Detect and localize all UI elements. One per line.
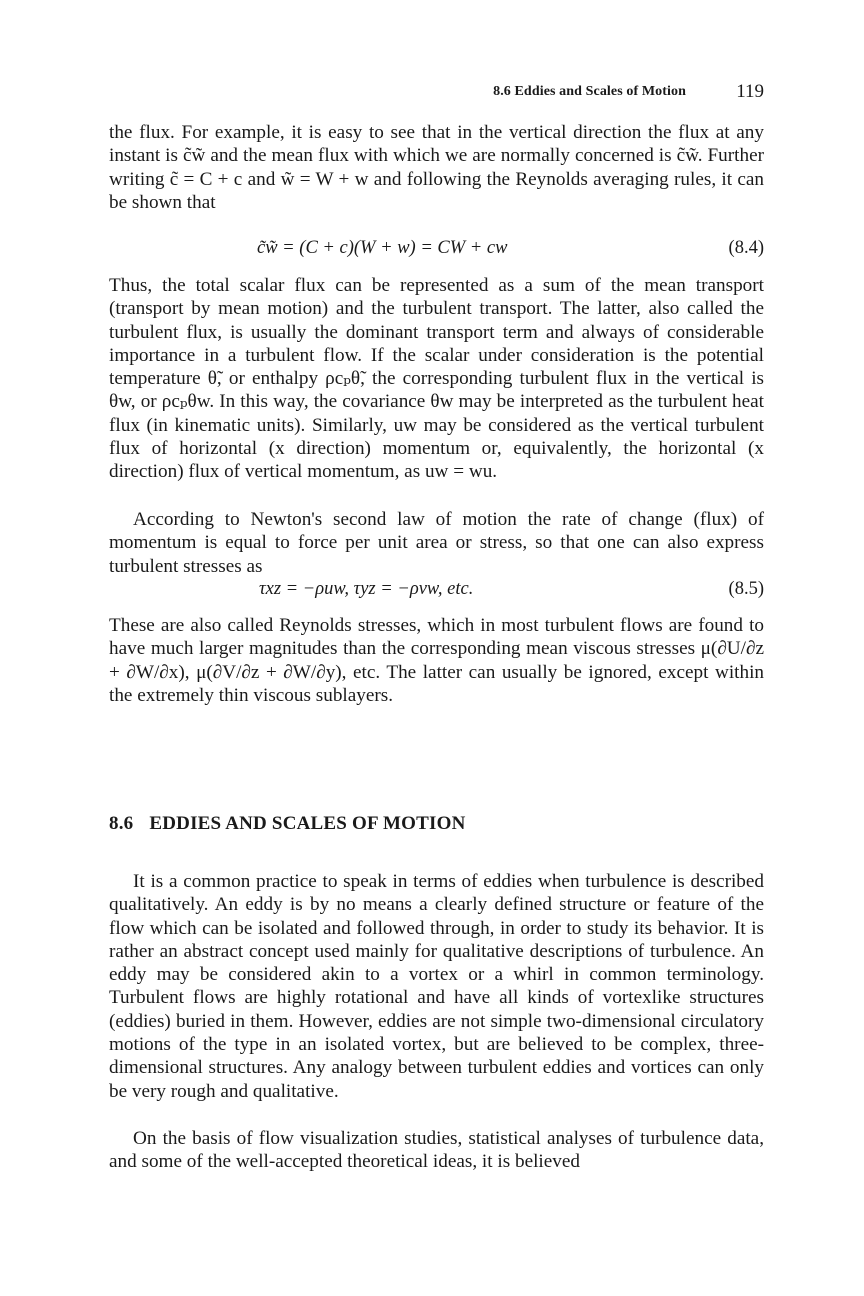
equation-number: (8.4): [728, 238, 764, 258]
equation-8-4: [109, 238, 764, 264]
paragraph-text: It is a common practice to speak in terms of eddies when turbulence is described qualitatively. An eddy is by no means a clearly defined structure or feature of the flow which can be isolated and followed through, in order to study its behavior. It is rather an abstract concept used mainly for qualitative descriptions of turbulence. An eddy may be considered akin to a vortex or a whirl in common terminology. Turbulent flows are highly rotational and have all kinds of vortexlike structures (eddies) buried in them. However, eddies are not simple two-dimensional circulatory motions of the type in an isolated vortex, but are believed to be complex, three-dimensional structures. Any analogy between turbulent eddies and vortices can only be very rough and qualitative.: [109, 871, 764, 1102]
paragraph-eddies: [109, 870, 764, 1103]
running-head: [0, 81, 864, 108]
paragraph-reynolds-stresses: [109, 614, 764, 707]
equation-8-5: [109, 579, 764, 605]
section-number: 8.6: [109, 813, 134, 834]
page-number: 119: [736, 81, 764, 102]
equation-body: c̃w̃ = (C + c)(W + w) = CW + cw: [257, 238, 508, 258]
paragraph-newton: [109, 508, 764, 578]
running-head-title: 8.6 Eddies and Scales of Motion: [493, 84, 686, 99]
equation-body: τxz = −ρuw, τyz = −ρvw, etc.: [259, 579, 474, 599]
paragraph-text: On the basis of flow visualization studies, statistical analyses of turbulence data, and some of the well-accepted theoretical ideas, it is believed: [109, 1128, 764, 1173]
section-title: EDDIES AND SCALES OF MOTION: [149, 813, 466, 834]
paragraph-text: According to Newton's second law of motion the rate of change (flux) of momentum is equal to force per unit area or stress, so that one can also express turbulent stresses as: [109, 509, 764, 577]
paragraph-flux-intro: [109, 121, 764, 214]
equation-number: (8.5): [728, 579, 764, 599]
paragraph-text: Thus, the total scalar flux can be represented as a sum of the mean transport (transport by mean motion) and the turbulent transport. The latter, also called the turbulent flux, is usually the dominant transport term and always of considerable importance in a turbulent flow. If the scalar under consideration is the potential temperature θ̃, or enthalpy ρcₚθ̃, the corresponding turbulent flux in the vertical is θw, or ρcₚθw. In this way, the covariance θw may be interpreted as the turbulent heat flux (in kinematic units). Similarly, uw may be considered as the vertical turbulent flux of horizontal (x direction) momentum or, equivalently, the horizontal (x direction) flux of vertical momentum, as uw = wu.: [109, 275, 764, 483]
section-heading: [109, 813, 764, 835]
paragraph-scalar-flux: [109, 274, 764, 484]
paragraph-text: These are also called Reynolds stresses, which in most turbulent flows are found to have much larger magnitudes than the corresponding mean viscous stresses μ(∂U/∂z + ∂W/∂x), μ(∂V/∂z + ∂W/∂y), etc. The latter can usually be ignored, except within the extremely thin viscous sublayers.: [109, 615, 764, 706]
paragraph-flow-visualization: [109, 1127, 764, 1174]
paragraph-text: the flux. For example, it is easy to see that in the vertical direction the flux at any instant is c̃w̃ and the mean flux with which we are normally concerned is c̃w̃. Further writing c̃ = C + c and w̃ = W + w and following the Reynolds averaging rules, it can be shown that: [109, 122, 764, 213]
